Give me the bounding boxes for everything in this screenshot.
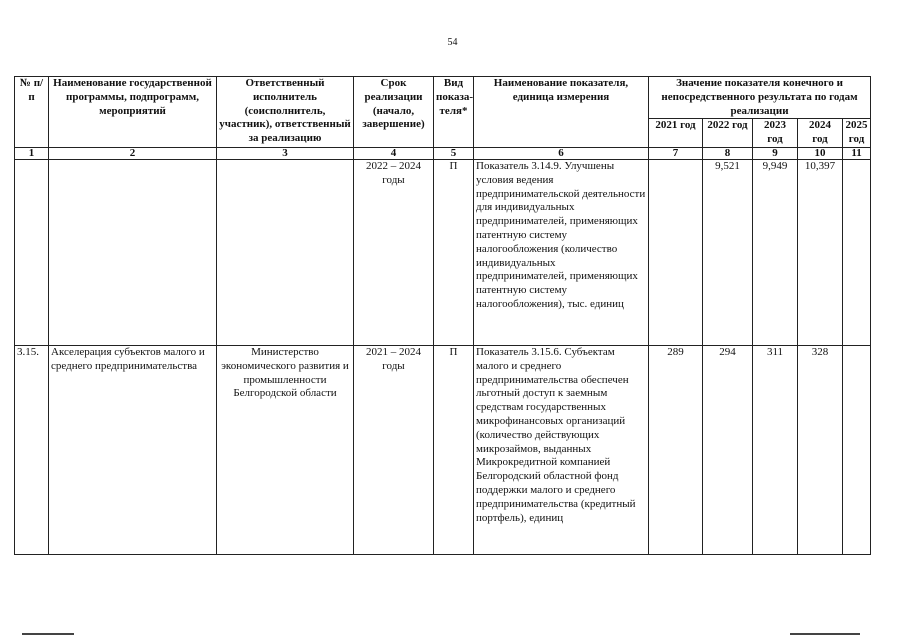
row-value-2023: 9,949 <box>753 159 798 345</box>
page-number: 54 <box>447 37 458 48</box>
row-program-name: Акселерация субъектов малого и среднего предпринимательства <box>49 345 217 554</box>
header-period: Срок реализации (начало, завершение) <box>354 77 434 148</box>
row-program-name <box>49 159 217 345</box>
column-number: 4 <box>354 147 434 159</box>
table-row <box>15 345 871 554</box>
column-number: 11 <box>843 147 871 159</box>
header-year-2022: 2022 год <box>703 119 753 148</box>
row-value-2024: 328 <box>798 345 843 554</box>
header-year-2024: 2024 год <box>798 119 843 148</box>
row-value-2022: 294 <box>703 345 753 554</box>
column-number: 3 <box>217 147 354 159</box>
row-value-2021: 289 <box>649 345 703 554</box>
row-responsible: Министерство экономического развития и промышленности Белгородской области <box>217 345 354 554</box>
header-responsible: Ответственный исполнитель (соисполнитель, участник), ответственный за реализацию <box>217 77 354 148</box>
header-num: № п/п <box>15 77 49 148</box>
row-period: 2021 – 2024 годы <box>354 345 434 554</box>
column-number: 5 <box>434 147 474 159</box>
table-row <box>15 159 871 345</box>
column-number: 9 <box>753 147 798 159</box>
row-num <box>15 159 49 345</box>
header-year-2023: 2023 год <box>753 119 798 148</box>
header-year-2025: 2025 год <box>843 119 871 148</box>
column-number: 1 <box>15 147 49 159</box>
program-table <box>14 76 871 555</box>
header-indicator: Наименование показателя, единица измерения <box>474 77 649 148</box>
header-year-2021: 2021 год <box>649 119 703 148</box>
row-type: П <box>434 159 474 345</box>
row-value-2024: 10,397 <box>798 159 843 345</box>
row-period: 2022 – 2024 годы <box>354 159 434 345</box>
column-numbers-row <box>15 147 871 159</box>
row-indicator: Показатель 3.14.9. Улучшены условия ведения предпринимательской деятельности для индивидуальных предпринимателей, применяющих патентную систему налогообложения (количество индивидуальных предпринимателей, применяющих патентную систему налогообложения), тыс. единиц <box>474 159 649 345</box>
scan-edge-mark <box>22 633 74 635</box>
row-value-2021 <box>649 159 703 345</box>
row-indicator: Показатель 3.15.6. Субъектам малого и среднего предпринимательства обеспечен льготный доступ к заемным средствам государственных микрофинансовых организаций (количество действующих микрозаймов, выданных Микрокредитной компанией Белгородский областной фонд поддержки малого и среднего предпринимательства (кредитный портфель), единиц <box>474 345 649 554</box>
row-value-2025 <box>843 159 871 345</box>
column-number: 2 <box>49 147 217 159</box>
header-values-group: Значение показателя конечного и непосредственного результата по годам реализации <box>649 77 871 119</box>
row-type: П <box>434 345 474 554</box>
column-number: 7 <box>649 147 703 159</box>
header-row <box>15 77 871 119</box>
column-number: 10 <box>798 147 843 159</box>
header-program-name: Наименование государственной программы, подпрограмм, мероприятий <box>49 77 217 148</box>
row-responsible <box>217 159 354 345</box>
column-number: 6 <box>474 147 649 159</box>
row-value-2025 <box>843 345 871 554</box>
scan-edge-mark <box>790 633 860 635</box>
row-value-2022: 9,521 <box>703 159 753 345</box>
row-value-2023: 311 <box>753 345 798 554</box>
header-type: Вид показа-теля* <box>434 77 474 148</box>
row-num: 3.15. <box>15 345 49 554</box>
column-number: 8 <box>703 147 753 159</box>
